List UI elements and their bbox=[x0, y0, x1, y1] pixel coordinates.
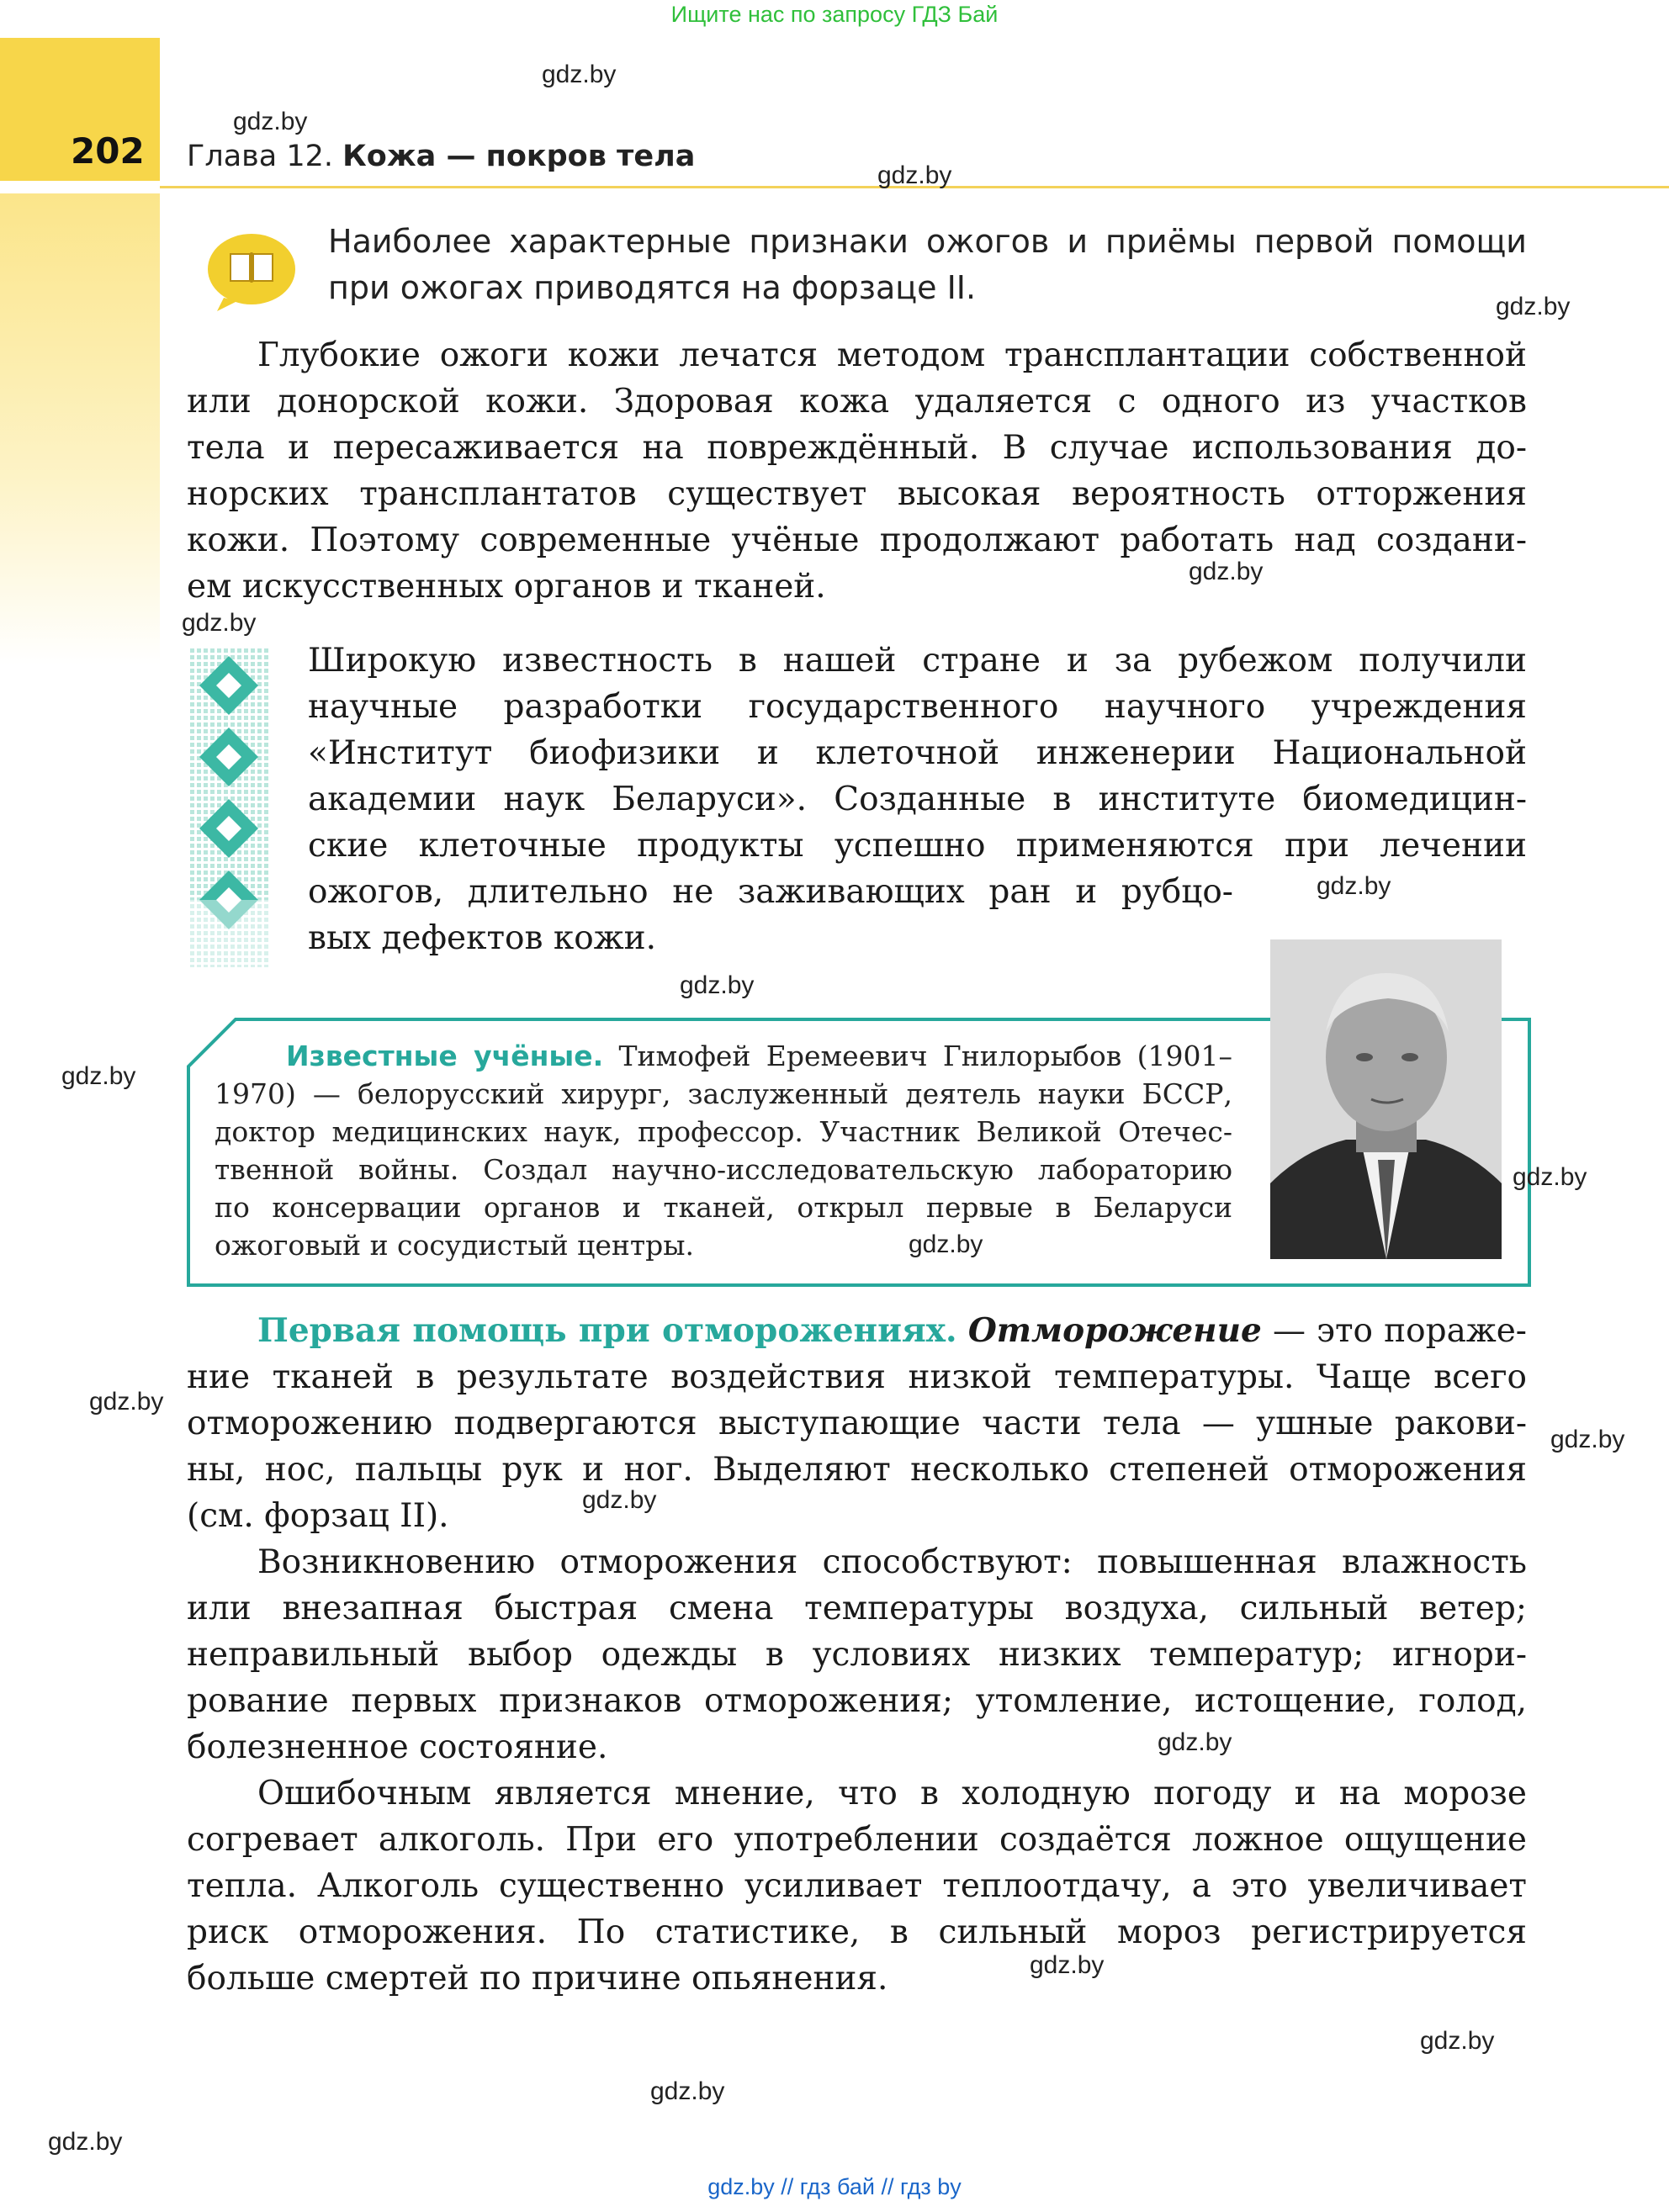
text-line: тела и пересаживается на повреждённый. В случае использования до- bbox=[187, 429, 1527, 467]
bio-line: 1970) — белорусский хирург, заслуженный деятель науки БССР, bbox=[215, 1077, 1232, 1110]
watermark: gdz.by bbox=[650, 2077, 725, 2105]
text-line: вых дефектов кожи. bbox=[308, 919, 656, 957]
bio-line: твенной войны. Создал научно-исследовательскую лабораторию bbox=[215, 1153, 1232, 1186]
bio-line: ожоговый и сосудистый центры. bbox=[215, 1229, 694, 1262]
chapter-title bbox=[187, 140, 695, 173]
watermark: gdz.by bbox=[680, 971, 755, 999]
term-frostbite: Отморожение bbox=[967, 1311, 1262, 1350]
watermark: gdz.by bbox=[61, 1062, 136, 1090]
belarusian-ornament bbox=[189, 648, 269, 967]
paragraph-causes bbox=[187, 1539, 1527, 1770]
text-line: больше смертей по причине опьянения. bbox=[187, 1960, 888, 1998]
bio-line bbox=[215, 1037, 1232, 1075]
watermark: gdz.by bbox=[1513, 1163, 1587, 1191]
text-line: «Институт биофизики и клеточной инженерии Национальной bbox=[308, 734, 1527, 772]
text-line: кожи. Поэтому современные учёные продолжают работать над создани- bbox=[187, 521, 1527, 559]
watermark: gdz.by bbox=[877, 161, 952, 189]
text-line bbox=[187, 1308, 1527, 1354]
watermark: gdz.by bbox=[1189, 558, 1264, 585]
page-number: 202 bbox=[71, 130, 145, 172]
bio-lead-rest: Тимофей Еремеевич Гнилорыбов (1901– bbox=[618, 1040, 1232, 1072]
text-line: ем искусственных органов и тканей. bbox=[187, 568, 826, 606]
heading-rest: — это пораже- bbox=[1272, 1312, 1527, 1350]
scientist-bio bbox=[215, 1037, 1232, 1264]
text-line: согревает алкоголь. При его употреблении создаётся ложное ощущение bbox=[187, 1821, 1527, 1859]
book-icon bbox=[205, 230, 298, 313]
text-line: болезненное состояние. bbox=[187, 1728, 608, 1766]
watermark: gdz.by bbox=[48, 2128, 123, 2156]
text-line: ские клеточные продукты успешно применяются при лечении bbox=[308, 827, 1527, 865]
paragraph-frostbite bbox=[187, 1308, 1527, 1539]
section-heading: Первая помощь при отморожениях. bbox=[257, 1311, 957, 1350]
watermark: gdz.by bbox=[1317, 872, 1391, 900]
note-line: Наиболее характерные признаки ожогов и приёмы первой помощи bbox=[328, 223, 1527, 260]
paragraph-institute bbox=[308, 638, 1527, 961]
top-banner[interactable]: Ищите нас по запросу ГДЗ Бай bbox=[670, 2, 999, 27]
watermark: gdz.by bbox=[1550, 1426, 1625, 1453]
chapter-prefix: Глава 12. bbox=[187, 140, 334, 173]
watermark: gdz.by bbox=[89, 1388, 164, 1416]
text-line: или внезапная быстрая смена температуры воздуха, сильный ветер; bbox=[187, 1590, 1527, 1627]
watermark: gdz.by bbox=[542, 61, 617, 88]
text-line: ожогов, длительно не заживающих ран и рубцо- bbox=[308, 873, 1233, 911]
side-color-strip bbox=[0, 193, 160, 664]
text-line: научные разработки государственного научного учреждения bbox=[308, 688, 1527, 726]
bio-lead: Известные учёные. bbox=[286, 1040, 604, 1072]
paragraph-transplant bbox=[187, 332, 1527, 610]
chapter-name: Кожа — покров тела bbox=[342, 140, 696, 173]
scientist-portrait bbox=[1270, 939, 1502, 1259]
watermark: gdz.by bbox=[182, 609, 257, 637]
text-line: академии наук Беларуси». Созданные в институте биомедицин- bbox=[308, 781, 1527, 818]
watermark: gdz.by bbox=[1158, 1728, 1232, 1756]
text-line: Ошибочным является мнение, что в холодную погоду и на морозе bbox=[257, 1775, 1527, 1812]
text-line: неправильный выбор одежды в условиях низких температур; игнори- bbox=[187, 1636, 1527, 1674]
paragraph-alcohol bbox=[187, 1770, 1527, 2002]
watermark: gdz.by bbox=[1030, 1951, 1105, 1979]
text-line: Возникновению отморожения способствуют: повышенная влажность bbox=[257, 1543, 1527, 1581]
forzac-note bbox=[328, 219, 1527, 311]
watermark: gdz.by bbox=[582, 1486, 657, 1514]
watermark: gdz.by bbox=[909, 1230, 983, 1258]
text-line: (см. форзац II). bbox=[187, 1497, 449, 1535]
text-line: норских трансплантатов существует высокая вероятность отторжения bbox=[187, 475, 1527, 513]
text-line: ны, нос, пальцы рук и ног. Выделяют несколько степеней отморожения bbox=[187, 1451, 1527, 1489]
watermark: gdz.by bbox=[1496, 293, 1571, 320]
text-line: риск отморожения. По статистике, в сильный мороз регистрируется bbox=[187, 1913, 1527, 1951]
watermark: gdz.by bbox=[1420, 2027, 1495, 2055]
note-line: при ожогах приводятся на форзаце II. bbox=[328, 269, 977, 306]
bio-line: по консервации органов и тканей, открыл первые в Беларуси bbox=[215, 1191, 1232, 1224]
text-line: тепла. Алкоголь существенно усиливает теплоотдачу, а это увеличивает bbox=[187, 1867, 1527, 1905]
bio-line: доктор медицинских наук, профессор. Участник Великой Отечес- bbox=[215, 1115, 1232, 1148]
text-line: ние тканей в результате воздействия низкой температуры. Чаще всего bbox=[187, 1358, 1527, 1396]
text-line: отморожению подвергаются выступающие части тела — ушные ракови- bbox=[187, 1405, 1527, 1442]
text-line: рование первых признаков отморожения; утомление, истощение, голод, bbox=[187, 1682, 1527, 1720]
watermark: gdz.by bbox=[233, 108, 308, 135]
text-line: или донорской кожи. Здоровая кожа удаляется с одного из участков bbox=[187, 383, 1527, 421]
text-line: Глубокие ожоги кожи лечатся методом трансплантации собственной bbox=[257, 336, 1527, 374]
text-line: Широкую известность в нашей стране и за рубежом получили bbox=[308, 642, 1527, 680]
footer-links[interactable]: gdz.by // гдз бай // гдз by bbox=[707, 2174, 962, 2199]
